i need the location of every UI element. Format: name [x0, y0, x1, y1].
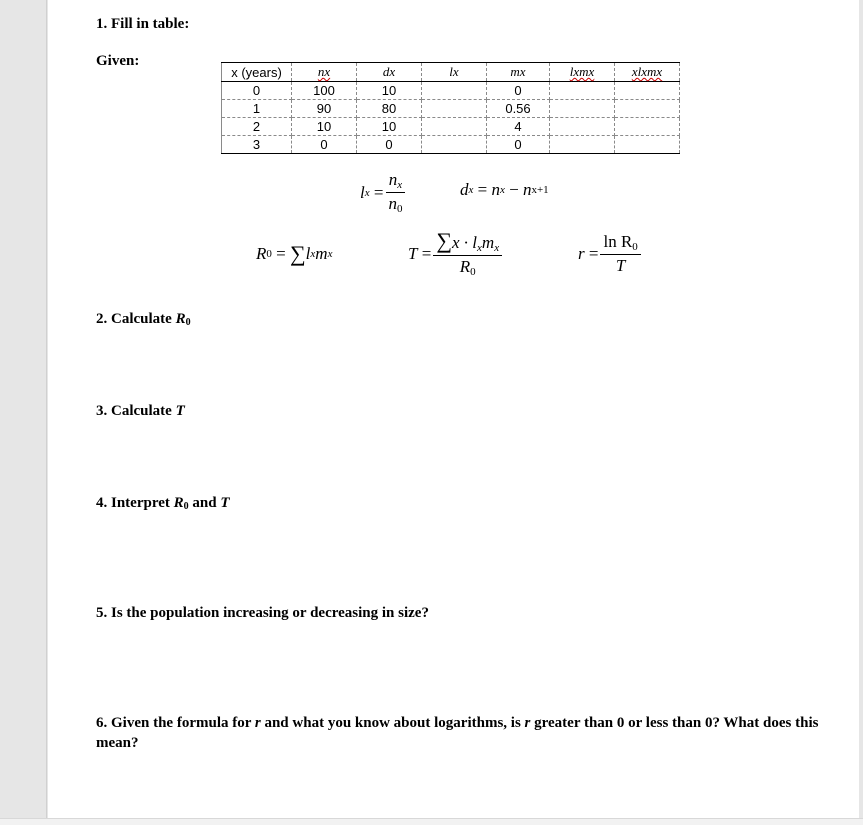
header-lxmx: lxmx — [550, 63, 615, 82]
page-edge — [46, 0, 47, 818]
cell-xlxmx[interactable] — [615, 136, 680, 154]
question-4: 4. Interpret $R_0$ and T — [96, 495, 230, 512]
question-3: 3. Calculate T — [96, 403, 185, 419]
header-xlxmx: xlxmx — [615, 63, 680, 82]
table-row — [222, 100, 680, 118]
formula-r0: R 0 = ∑ l x m x — [256, 241, 333, 266]
cell-lxmx[interactable] — [550, 82, 615, 100]
question-6: 6. Given the formula for r and what you know about logarithms, is r greater than 0 or less than 0? What does this mean? — [96, 715, 819, 751]
cell-lx[interactable] — [422, 118, 487, 136]
header-x-years: x (years) — [222, 63, 292, 82]
cell-x[interactable]: 2 — [222, 118, 292, 136]
cell-x[interactable]: 3 — [222, 136, 292, 154]
header-mx: mx — [487, 63, 550, 82]
formula-t: T = $\frac{\sum x \cdot l_xm_x}{R_0}$ — [408, 230, 504, 278]
cell-xlxmx[interactable] — [615, 82, 680, 100]
cell-dx[interactable]: 10 — [357, 82, 422, 100]
given-label: Given: — [96, 53, 140, 69]
table-header-row — [222, 63, 680, 82]
cell-x[interactable]: 1 — [222, 100, 292, 118]
cell-lxmx[interactable] — [550, 136, 615, 154]
table-row — [222, 82, 680, 100]
cell-mx[interactable]: 0 — [487, 82, 550, 100]
cell-lx[interactable] — [422, 100, 487, 118]
cell-lx[interactable] — [422, 136, 487, 154]
formula-r: r = $\frac{\ln R_0}{T}$ — [578, 232, 643, 276]
header-dx: dx — [357, 63, 422, 82]
question-1: 1. Fill in table: — [96, 16, 190, 32]
cell-nx[interactable]: 100 — [292, 82, 357, 100]
header-nx: nx — [292, 63, 357, 82]
question-5: 5. Is the population increasing or decreasing in size? — [96, 605, 429, 621]
cell-xlxmx[interactable] — [615, 100, 680, 118]
cell-lx[interactable] — [422, 82, 487, 100]
table-row — [222, 118, 680, 136]
table-row — [222, 136, 680, 154]
cell-mx[interactable]: 4 — [487, 118, 550, 136]
life-table — [221, 62, 680, 154]
formula-dx: d x = n x − n x+1 — [460, 180, 549, 199]
cell-mx[interactable]: 0.56 — [487, 100, 550, 118]
cell-dx[interactable]: 80 — [357, 100, 422, 118]
cell-nx[interactable]: 10 — [292, 118, 357, 136]
formula-lx: l x = $\frac{n_x}{n_0}$ — [360, 170, 407, 215]
cell-x[interactable]: 0 — [222, 82, 292, 100]
cell-dx[interactable]: 10 — [357, 118, 422, 136]
cell-nx[interactable]: 0 — [292, 136, 357, 154]
cell-lxmx[interactable] — [550, 100, 615, 118]
header-lx: lx — [422, 63, 487, 82]
cell-mx[interactable]: 0 — [487, 136, 550, 154]
cell-lxmx[interactable] — [550, 118, 615, 136]
cell-dx[interactable]: 0 — [357, 136, 422, 154]
cell-nx[interactable]: 90 — [292, 100, 357, 118]
cell-xlxmx[interactable] — [615, 118, 680, 136]
question-2: 2. Calculate $R_0$ — [96, 311, 191, 328]
